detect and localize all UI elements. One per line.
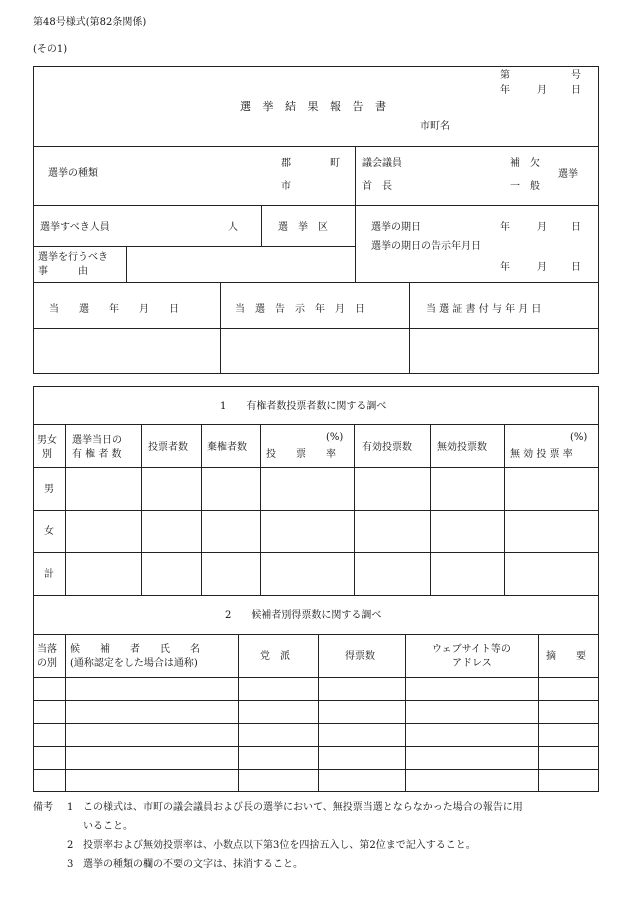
district-label: 選 挙 区: [278, 222, 328, 233]
divider: [33, 677, 599, 678]
month-label: 月: [537, 85, 547, 96]
head-label: 首 長: [362, 181, 392, 192]
shi-label: 市: [281, 181, 291, 192]
divider: [33, 424, 599, 425]
year-label: 年: [500, 262, 510, 273]
year-label: 年: [500, 222, 510, 233]
go-label: 号: [571, 70, 581, 81]
month-label: 月: [537, 262, 547, 273]
certificate-date-label: 当 選 証 書 付 与 年 月 日: [426, 304, 542, 315]
divider: [33, 205, 599, 206]
municipality-name: 市町名: [420, 121, 450, 132]
divider: [33, 510, 599, 511]
day-label: 日: [571, 222, 581, 233]
divider: [33, 595, 599, 596]
divider: [126, 246, 127, 282]
divider: [33, 328, 599, 329]
note-text: この様式は、市町の議会議員および長の選挙において、無投票当選とならなかった場合の報告に用: [83, 802, 523, 813]
divider: [33, 746, 599, 747]
persons-unit: 人: [228, 222, 238, 233]
divider: [33, 552, 599, 553]
valid-header: 有効投票数: [362, 442, 412, 453]
website-header: アドレス: [452, 658, 492, 669]
day-label: 日: [571, 85, 581, 96]
turnout-percent: (%): [326, 432, 344, 443]
divider: [33, 246, 355, 247]
section2-title: 2 候補者別得票数に関する調べ: [225, 610, 382, 621]
section1-title: 1 有権者数投票者数に関する調べ: [220, 401, 387, 412]
gender-header: 別: [42, 449, 52, 460]
votes-header: 得票数: [345, 651, 375, 662]
election-date-label: 選挙の期日: [371, 222, 421, 233]
number-label: 第: [500, 70, 510, 81]
eligible-header: 選挙当日の: [72, 435, 122, 446]
candidate-name-header: (通称認定をした場合は通称): [70, 658, 198, 669]
year-label: 年: [500, 85, 510, 96]
note-number: 3: [67, 859, 74, 870]
page-title: 選 挙 結 果 報 告 書: [240, 100, 390, 113]
row-male: 男: [44, 484, 54, 495]
voters-header: 投票者数: [148, 442, 188, 453]
election-type-label: 選挙の種類: [48, 168, 98, 179]
divider: [33, 769, 599, 770]
divider: [33, 282, 599, 283]
council-member-label: 議会議員: [362, 158, 402, 169]
day-label: 日: [571, 262, 581, 273]
result-header: 当落: [37, 644, 57, 655]
eligible-header: 有 権 者 数: [72, 449, 122, 460]
turnout-header: 投 票 率: [266, 449, 336, 460]
summary-header: 摘 要: [546, 651, 586, 662]
divider: [409, 282, 410, 374]
divider: [33, 700, 599, 701]
reason-label: 事 由: [38, 266, 88, 277]
candidate-name-header: 候 補 者 氏 名: [70, 644, 200, 655]
note-number: 2: [67, 840, 74, 851]
divider: [261, 205, 262, 246]
notice-date-label: 選挙の期日の告示年月日: [371, 241, 481, 252]
reason-label: 選挙を行うべき: [38, 252, 108, 263]
row-total: 計: [44, 569, 54, 580]
note-text: 選挙の種類の欄の不要の文字は、抹消すること。: [83, 859, 303, 870]
by-election-label: 補 欠: [510, 158, 540, 169]
elected-date-label: 当 選 年 月 日: [49, 304, 179, 315]
persons-label: 選挙すべき人員: [40, 222, 110, 233]
invalid-header: 無効投票数: [437, 442, 487, 453]
party-header: 党 派: [260, 651, 290, 662]
note-number: 1: [67, 802, 74, 813]
general-election-label: 一 般: [510, 181, 540, 192]
gun-label: 郡: [281, 158, 291, 169]
form-part: (その1): [33, 44, 68, 55]
divider: [33, 146, 599, 147]
elected-notice-label: 当 選 告 示 年 月 日: [235, 304, 365, 315]
row-female: 女: [44, 526, 54, 537]
divider: [33, 634, 599, 635]
month-label: 月: [537, 222, 547, 233]
result-header: の別: [37, 658, 57, 669]
abstain-header: 棄権者数: [207, 442, 247, 453]
divider: [220, 282, 221, 374]
notes-label: 備考: [33, 802, 53, 813]
invalid-rate-percent: (%): [570, 432, 588, 443]
machi-label: 町: [330, 158, 340, 169]
note-text: 投票率および無効投票率は、小数点以下第3位を四捨五入し、第2位まで記入すること。: [83, 840, 476, 851]
gender-header: 男女: [37, 435, 57, 446]
divider: [33, 723, 599, 724]
divider: [33, 467, 599, 468]
divider: [355, 146, 356, 282]
election-label: 選挙: [558, 169, 578, 180]
invalid-rate-header: 無 効 投 票 率: [510, 449, 573, 460]
note-text: いること。: [83, 821, 133, 832]
website-header: ウェブサイト等の: [432, 644, 511, 655]
form-number: 第48号様式(第82条関係): [33, 17, 147, 28]
